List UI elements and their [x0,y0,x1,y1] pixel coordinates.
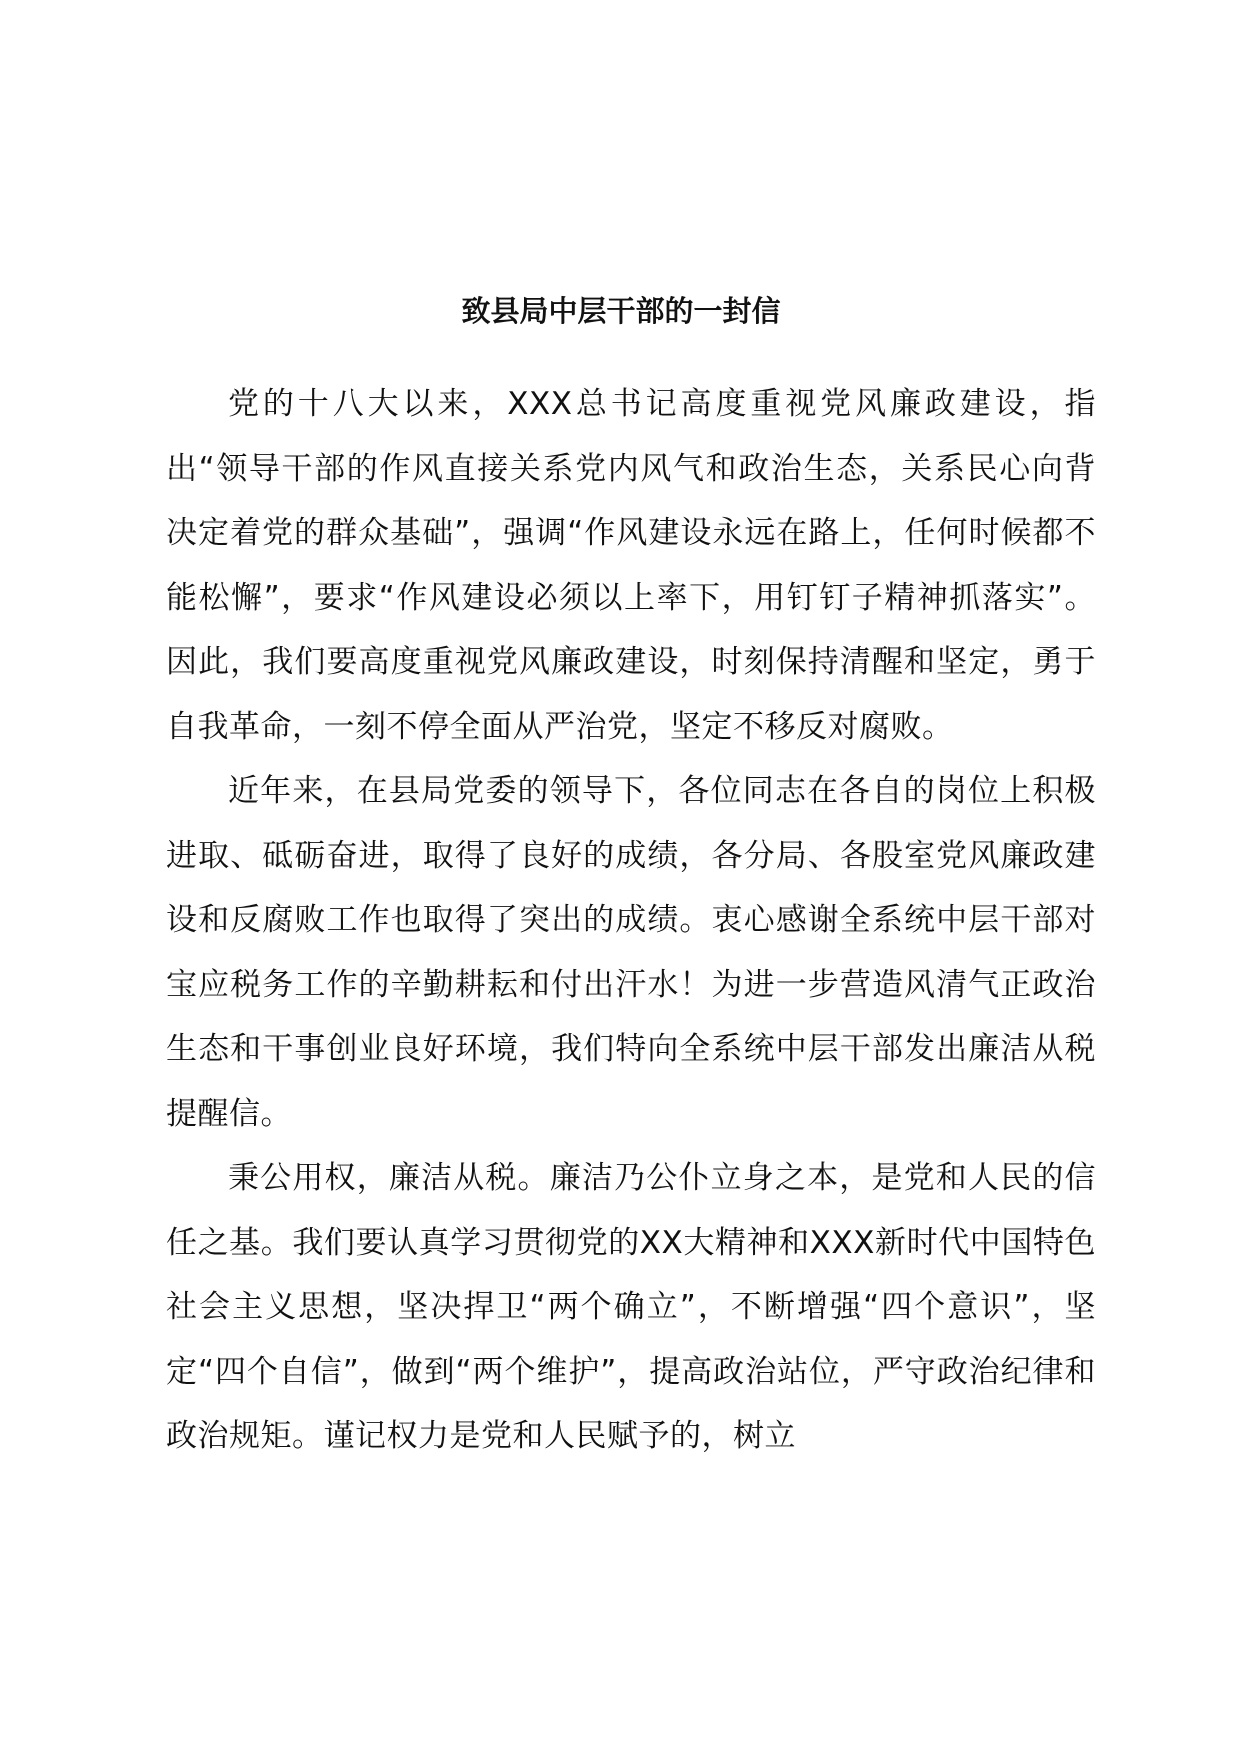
document-body [166,372,1096,1469]
paragraph-3: 秉公用权，廉洁从税。廉洁乃公仆立身之本，是党和人民的信任之基。我们要认真学习贯彻党的XX大精神和XXX新时代中国特色社会主义思想，坚决捍卫“两个确立”，不断增强“四个意识”，坚定“四个自信”，做到“两个维护”，提高政治站位，严守政治纪律和政治规矩。谨记权力是党和人民赋予的，树立 [166,1160,1096,1454]
paragraph-1: 党的十八大以来，XXX总书记高度重视党风廉政建设，指出“领导干部的作风直接关系党内风气和政治生态，关系民心向背决定着党的群众基础”，强调“作风建设永远在路上，任何时候都不能松懈”，要求“作风建设必须以上率下，用钉钉子精神抓落实”。因此，我们要高度重视党风廉政建设，时刻保持清醒和坚定，勇于自我革命，一刻不停全面从严治党，坚定不移反对腐败。 [166,386,1096,745]
paragraph-2: 近年来，在县局党委的领导下，各位同志在各自的岗位上积极进取、砥砺奋进，取得了良好的成绩，各分局、各股室党风廉政建设和反腐败工作也取得了突出的成绩。衷心感谢全系统中层干部对宝应税务工作的辛勤耕耘和付出汗水！为进一步营造风清气正政治生态和干事创业良好环境，我们特向全系统中层干部发出廉洁从税提醒信。 [166,773,1096,1132]
document-title: 致县局中层干部的一封信 [461,294,781,329]
